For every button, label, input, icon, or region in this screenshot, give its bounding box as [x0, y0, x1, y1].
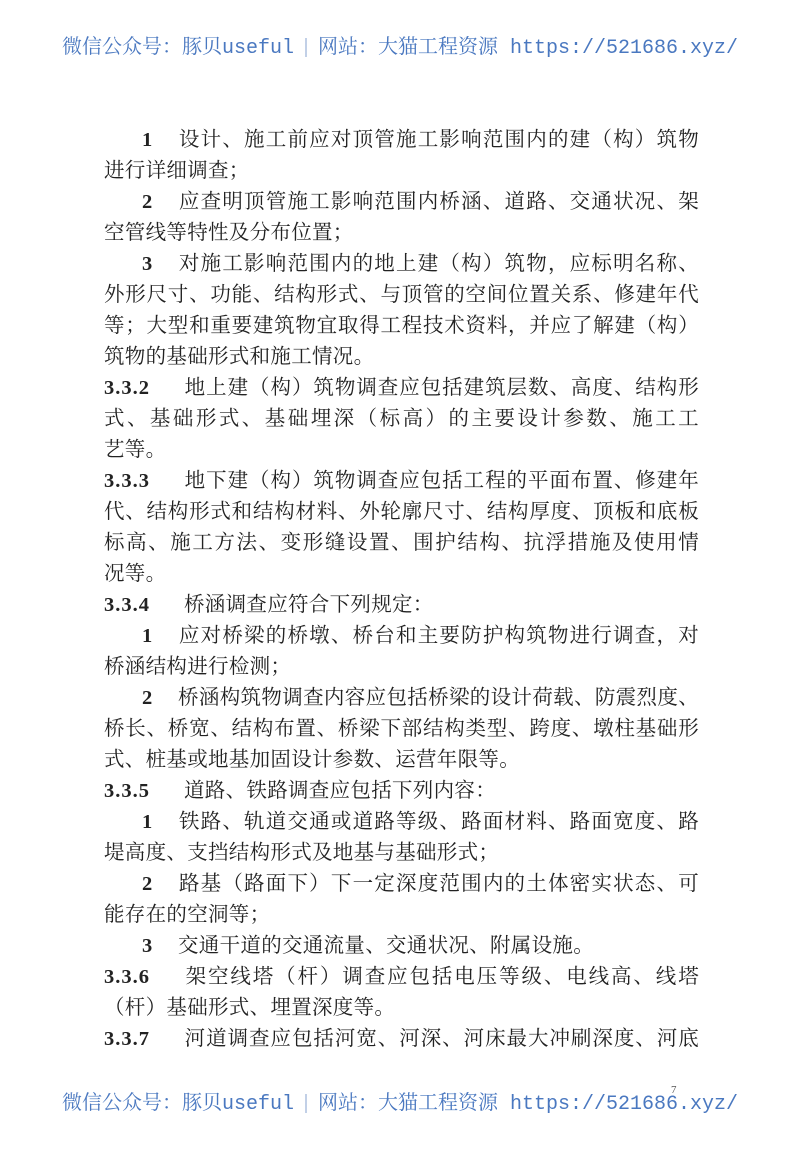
clause-line: 3.3.4 桥涵调查应符合下列规定：: [104, 589, 699, 620]
item-line: 3 对施工影响范围内的地上建（构）筑物，应标明名称、: [104, 248, 699, 279]
item-line: 1 应对桥梁的桥墩、桥台和主要防护构筑物进行调查，对: [104, 620, 699, 651]
item-line: 桥长、桥宽、结构布置、桥梁下部结构类型、跨度、墩柱基础形: [104, 716, 699, 740]
clause-number: 3.3.7: [104, 1028, 150, 1050]
clause-line: （杆）基础形式、埋置深度等。: [104, 995, 396, 1019]
document-body: [104, 124, 699, 1054]
item-number: 2: [142, 191, 153, 213]
clause-line: 3.3.6 架空线塔（杆）调查应包括电压等级、电线高、线塔: [104, 961, 699, 992]
watermark-separator: |: [299, 1093, 312, 1116]
clause-line: 3.3.3 地下建（构）筑物调查应包括工程的平面布置、修建年: [104, 465, 699, 496]
item-line: 1 设计、施工前应对顶管施工影响范围内的建（构）筑物: [104, 124, 699, 155]
clause-line: 3.3.7 河道调查应包括河宽、河深、河床最大冲刷深度、河底: [104, 1023, 699, 1054]
item-number: 3: [142, 935, 153, 957]
item-line: 3 交通干道的交通流量、交通状况、附属设施。: [104, 930, 699, 961]
item-number: 2: [142, 873, 153, 895]
clause-number: 3.3.4: [104, 594, 150, 616]
clause-number: 3.3.3: [104, 470, 150, 492]
item-line: 2 路基（路面下）下一定深度范围内的土体密实状态、可: [104, 868, 699, 899]
item-number: 1: [142, 129, 153, 151]
item-line: 堤高度、支挡结构形式及地基与基础形式；: [104, 840, 500, 864]
clause-number: 3.3.6: [104, 966, 150, 988]
item-line: 外形尺寸、功能、结构形式、与顶管的空间位置关系、修建年代: [104, 282, 699, 306]
clause-line: 代、结构形式和结构材料、外轮廓尺寸、结构厚度、顶板和底板: [104, 499, 699, 523]
item-line: 进行详细调查；: [104, 158, 250, 182]
clause-line: 3.3.5 道路、铁路调查应包括下列内容：: [104, 775, 699, 806]
item-line: 空管线等特性及分布位置；: [104, 220, 354, 244]
item-number: 2: [142, 687, 153, 709]
item-line: 能存在的空洞等；: [104, 902, 271, 926]
item-number: 3: [142, 253, 153, 275]
item-line: 筑物的基础形式和施工情况。: [104, 344, 375, 368]
clause-line: 标高、施工方法、变形缝设置、围护结构、抗浮措施及使用情: [104, 530, 699, 554]
watermark-separator: |: [299, 37, 312, 60]
item-line: 2 应查明顶管施工影响范围内桥涵、道路、交通状况、架: [104, 186, 699, 217]
watermark-site: 网站：大猫工程资源 https://521686.xyz/: [317, 1093, 739, 1116]
footer-watermark: [0, 1086, 800, 1116]
item-line: 式、桩基或地基加固设计参数、运营年限等。: [104, 747, 520, 771]
item-line: 1 铁路、轨道交通或道路等级、路面材料、路面宽度、路: [104, 806, 699, 837]
item-line: 等；大型和重要建筑物宜取得工程技术资料，并应了解建（构）: [104, 313, 699, 337]
item-line: 2 桥涵构筑物调查内容应包括桥梁的设计荷载、防震烈度、: [104, 682, 699, 713]
item-number: 1: [142, 625, 153, 647]
clause-line: 况等。: [104, 561, 167, 585]
item-line: 桥涵结构进行检测；: [104, 654, 292, 678]
clause-line: 式、基础形式、基础埋深（标高）的主要设计参数、施工工: [104, 406, 699, 430]
item-number: 1: [142, 811, 153, 833]
watermark-wechat: 微信公众号：豚贝useful: [61, 37, 294, 60]
watermark-site: 网站：大猫工程资源 https://521686.xyz/: [317, 37, 739, 60]
watermark-wechat: 微信公众号：豚贝useful: [61, 1093, 294, 1116]
page-number: 7: [671, 1084, 677, 1096]
clause-line: 3.3.2 地上建（构）筑物调查应包括建筑层数、高度、结构形: [104, 372, 699, 403]
clause-line: 艺等。: [104, 437, 167, 461]
header-watermark: [0, 30, 800, 60]
clause-number: 3.3.5: [104, 780, 150, 802]
clause-number: 3.3.2: [104, 377, 150, 399]
